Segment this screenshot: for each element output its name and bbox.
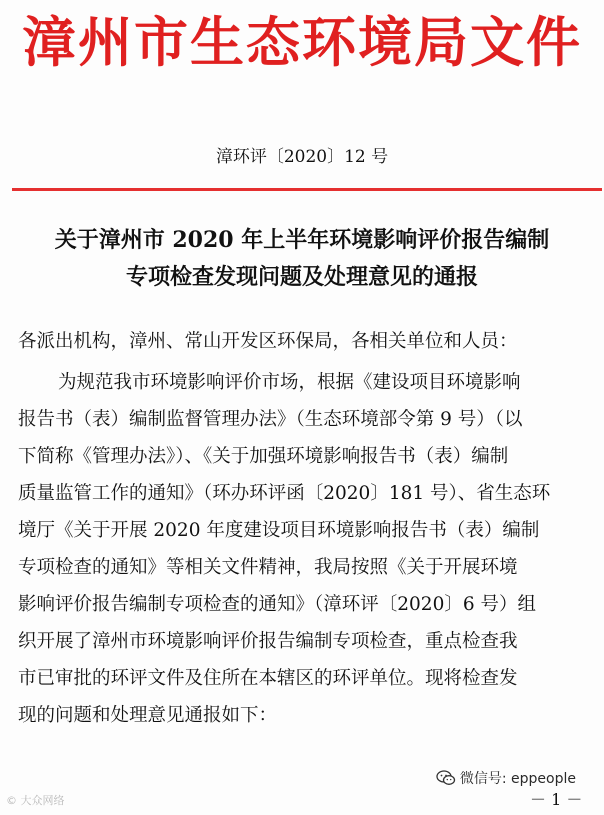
body-line: 为规范我市环境影响评价市场，根据《建设项目环境影响 — [58, 372, 521, 393]
wechat-watermark — [436, 768, 576, 788]
body-line: 质量监管工作的通知》（环办环评函〔2020〕181 号）、省生态环 — [18, 483, 551, 504]
wechat-icon — [436, 770, 456, 786]
body-line: 专项检查的通知》等相关文件精神，我局按照《关于开展环境 — [18, 557, 518, 578]
body-line: 织开展了漳州市环境影响评价报告编制专项检查，重点检查我 — [18, 631, 518, 652]
body-line: 境厅《关于开展 2020 年度建设项目环境影响报告书（表）编制 — [18, 520, 540, 541]
body-line: 下简称《管理办法》）、《关于加强环境影响报告书（表）编制 — [18, 446, 509, 467]
body-line: 市已审批的环评文件及住所在本辖区的环评单位。现将检查发 — [18, 668, 518, 689]
page-number: － 1 － — [530, 790, 583, 809]
document-number: 漳环评〔2020〕12 号 — [215, 147, 389, 167]
body-line: 影响评价报告编制专项检查的通知》（漳环评〔2020〕6 号）组 — [18, 594, 536, 615]
body-line: 报告书（表）编制监督管理办法》（生态环境部令第 9 号）（以 — [18, 409, 523, 430]
wechat-id-label: 微信号: eppeople — [459, 771, 576, 787]
source-watermark: © 大众网络 — [6, 794, 65, 807]
salutation: 各派出机构，漳州、常山开发区环保局，各相关单位和人员： — [18, 331, 518, 352]
red-divider-line — [12, 188, 602, 191]
masthead-title: 漳州市生态环境局文件 — [22, 10, 582, 74]
body-line: 现的问题和处理意见通报如下： — [18, 705, 278, 726]
document-title-line-2: 专项检查发现问题及处理意见的通报 — [125, 264, 478, 290]
document-title-line-1: 关于漳州市 2020 年上半年环境影响评价报告编制 — [54, 227, 550, 253]
